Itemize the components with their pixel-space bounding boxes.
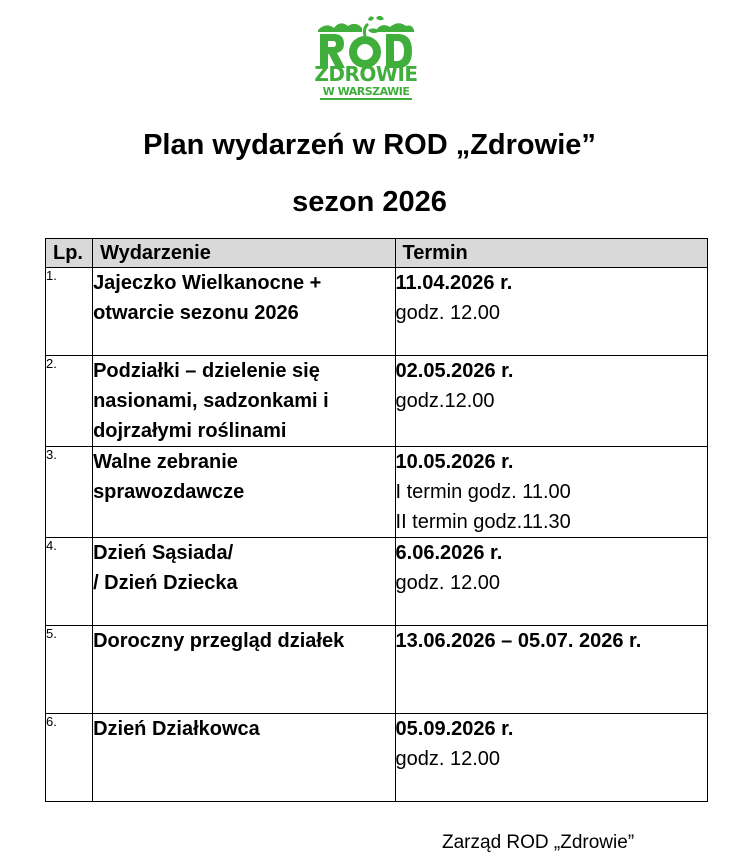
event-name-line: nasionami, sadzonkami i [93,390,329,412]
table-row [46,714,708,802]
events-table [45,238,708,802]
term-cell [395,447,707,538]
event-time: godz. 12.00 [395,302,501,324]
event-time: godz. 12.00 [395,748,501,770]
row-number: 1. [46,268,93,356]
column-header-event: Wydarzenie [93,239,395,268]
logo-underline [320,98,412,100]
event-time: I termin godz. 11.00 [395,481,571,503]
term-cell [395,268,707,356]
table-row [46,538,708,626]
table-row [46,447,708,538]
page-title: Plan wydarzeń w ROD „Zdrowie” [143,129,596,161]
event-date: 13.06.2026 – 05.07. 2026 r. [395,630,642,652]
event-date: 6.06.2026 r. [395,542,503,564]
table-body [46,268,708,802]
event-cell [93,626,395,714]
table-row [46,356,708,447]
row-number: 5. [46,626,93,714]
term-cell [395,714,707,802]
event-date: 02.05.2026 r. [395,360,514,382]
column-header-term: Termin [395,239,707,268]
page-subtitle: sezon 2026 [292,186,447,218]
event-name-line: sprawozdawcze [93,481,245,503]
term-cell [395,356,707,447]
event-cell [93,447,395,538]
event-name-line: Dzień Działkowca [93,718,260,740]
event-cell [93,714,395,802]
table-row [46,626,708,714]
event-name-line: otwarcie sezonu 2026 [93,302,299,324]
event-cell [93,356,395,447]
event-name-line: Walne zebranie [93,451,238,473]
row-number: 6. [46,714,93,802]
table-row [46,268,708,356]
event-date: 05.09.2026 r. [395,718,514,740]
event-name-line: Dzień Sąsiada/ [93,542,234,564]
event-date: 11.04.2026 r. [395,272,513,294]
rod-logo [312,6,420,102]
row-number: 4. [46,538,93,626]
event-name-line: Podziałki – dzielenie się [93,360,320,382]
event-cell [93,538,395,626]
row-number: 2. [46,356,93,447]
column-header-lp: Lp. [46,239,93,268]
event-name-line: Jajeczko Wielkanocne + [93,272,322,294]
term-cell [395,538,707,626]
term-cell [395,626,707,714]
event-name-line: Doroczny przegląd działek [93,630,345,652]
logo-name-line: ZDROWIE [314,62,418,86]
event-time: godz.12.00 [395,390,495,412]
event-date: 10.05.2026 r. [395,451,514,473]
event-time: II termin godz.11.30 [395,511,571,533]
logo-city-line: W WARSZAWIE [322,85,410,98]
board-signature: Zarząd ROD „Zdrowie” [442,832,635,853]
event-time: godz. 12.00 [395,572,501,594]
event-name-line: / Dzień Dziecka [93,572,238,594]
row-number: 3. [46,447,93,538]
event-name-line: dojrzałymi roślinami [93,420,287,442]
table-header-row [46,239,708,268]
event-cell [93,268,395,356]
